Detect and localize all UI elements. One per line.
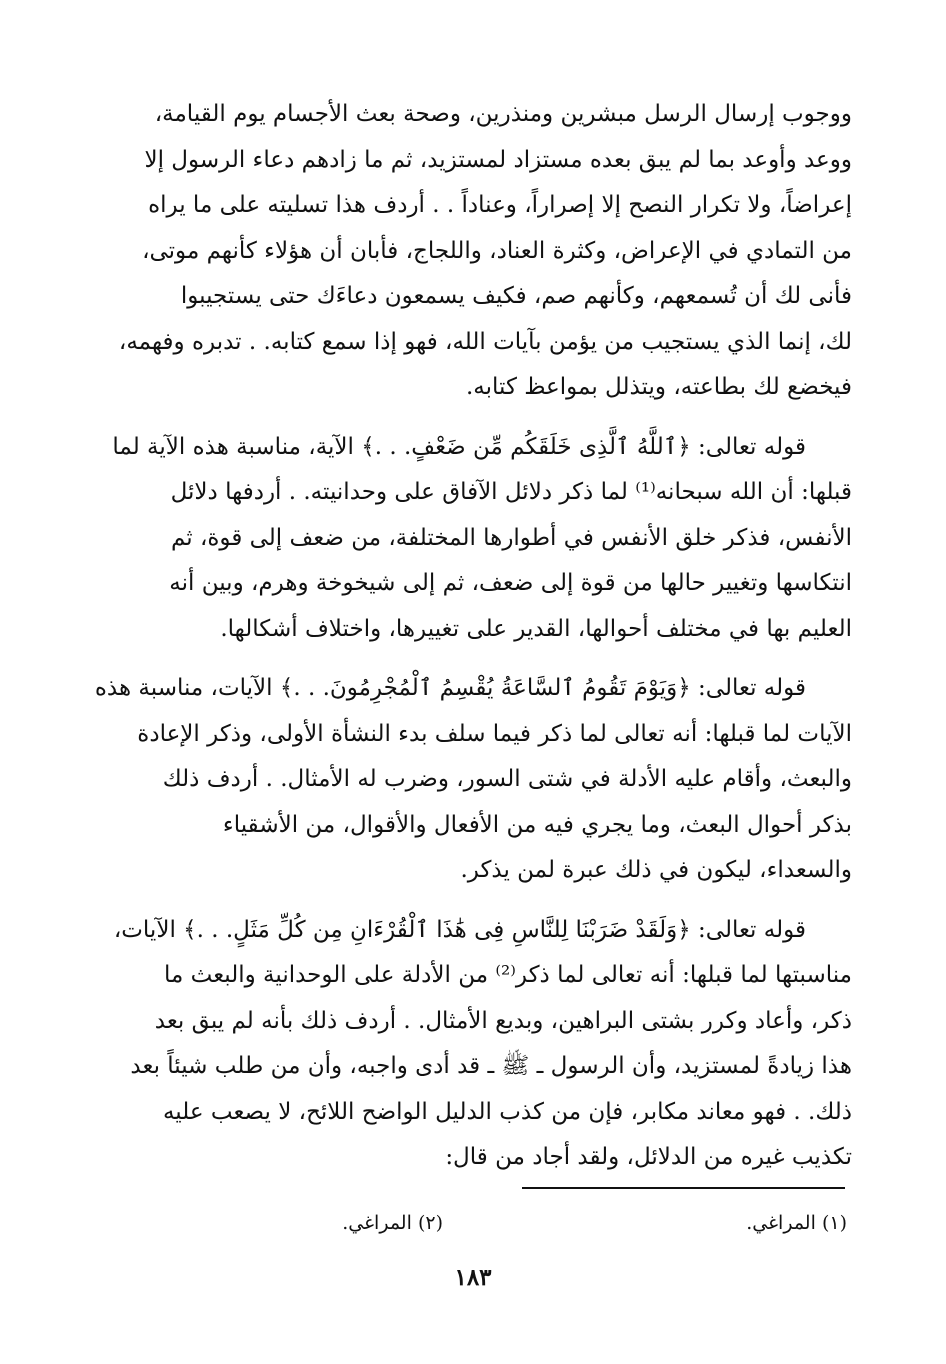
text-line: ووعد وأوعد بما لم يبق بعده مستزاد لمستزيد، ثم ما زادهم دعاء الرسول إلا <box>144 146 852 173</box>
text-line: لك، إنما الذي يستجيب من يؤمن بآيات الله، فهو إذا سمع كتابه. . تدبره وفهمه، <box>118 328 852 355</box>
text-line: الآيات لما قبلها: أنه تعالى لما ذكر فيما سلف بدء النشأة الأولى، وذكر الإعادة <box>137 720 852 747</box>
text-line: بذكر أحوال البعث، وما يجري فيه من الأفعال والأقوال، من الأشقياء <box>222 811 852 838</box>
text-line: قوله تعالى: ﴿وَلَقَدْ ضَرَبْنَا لِلنَّاسِ فِى هَٰذَا ٱلْقُرْءَانِ مِن كُلِّ مَثَلٍ. . .﴾ الآيات، <box>113 916 806 943</box>
paragraph <box>72 92 852 411</box>
footnote-1 <box>746 1210 847 1236</box>
footnote-2 <box>342 1210 443 1236</box>
text-line: قبلها: أن الله سبحانه⁽¹⁾ لما ذكر دلائل الآفاق على وحدانيته. . أردفها دلائل <box>170 479 852 505</box>
text-line: قوله تعالى: ﴿ٱللَّهُ ٱلَّذِى خَلَقَكُم مِّن ضَعْفٍ. . .﴾ الآية، مناسبة هذه الآية لما <box>112 433 806 460</box>
text-line: فأنى لك أن تُسمعهم، وكأنهم صم، فكيف يسمعون دعاءَك حتى يستجيبوا <box>180 283 852 309</box>
text-line: إعراضاً، ولا تكرار النصح إلا إصراراً، وعناداً . . أردف هذا تسليته على ما يراه <box>148 192 852 218</box>
paragraph <box>72 666 852 894</box>
text-line: قوله تعالى: ﴿وَيَوْمَ تَقُومُ ٱلسَّاعَةُ يُقْسِمُ ٱلْمُجْرِمُونَ. . .﴾ الآيات، مناسبة هذه <box>94 675 806 701</box>
body-text <box>72 92 852 1181</box>
text-line: والسعداء، ليكون في ذلك عبرة لمن يذكر. <box>460 857 852 883</box>
text-line: الأنفس، فذكر خلق الأنفس في أطوارها المختلفة، من ضعف إلى قوة، ثم <box>170 524 852 551</box>
paragraph <box>72 425 852 653</box>
text-line: ووجوب إرسال الرسل مبشرين ومنذرين، وصحة بعث الأجسام يوم القيامة، <box>154 101 852 127</box>
text-line: والبعث، وأقام عليه الأدلة في شتى السور، وضرب له الأمثال. . أردف ذلك <box>162 766 852 792</box>
footnote-text: المراغي. <box>746 1212 816 1234</box>
paragraph <box>72 908 852 1181</box>
text-line: تكذيب غيره من الدلائل، ولقد أجاد من قال: <box>445 1144 852 1170</box>
footnote-text: المراغي. <box>342 1212 412 1234</box>
page-number: ١٨٣ <box>454 1264 492 1291</box>
text-line: ذلك. . فهو معاند مكابر، فإن من كذب الدليل الواضح اللائح، لا يصعب عليه <box>162 1098 852 1125</box>
footnote-marker: (٢) <box>417 1212 443 1234</box>
text-line: انتكاسها وتغيير حالها من قوة إلى ضعف، ثم إلى شيخوخة وهرم، وبين أنه <box>169 570 852 596</box>
text-line: ذكر، وأعاد وكرر بشتى البراهين، وبديع الأمثال. . أردف ذلك بأنه لم يبق بعد <box>154 1007 852 1034</box>
text-line: هذا زيادةً لمستزيد، وأن الرسول ـ ﷺ ـ قد أدى واجبه، وأن من طلب شيئاً بعد <box>130 1053 852 1079</box>
footnote-marker: (١) <box>821 1212 847 1234</box>
text-line: من التمادي في الإعراض، وكثرة العناد، واللجاج، فأبان أن هؤلاء كأنهم موتى، <box>142 237 852 264</box>
text-line: مناسبتها لما قبلها: أنه تعالى لما ذكر⁽²⁾ من الأدلة على الوحدانية والبعث ما <box>163 962 852 988</box>
text-line: فيخضع لك بطاعته، ويتذلل بمواعظ كتابه. <box>465 374 852 400</box>
footnote-separator <box>522 1187 845 1189</box>
text-line: العليم بها في مختلف أحوالها، القدير على تغييرها، واختلاف أشكالها. <box>220 615 852 642</box>
